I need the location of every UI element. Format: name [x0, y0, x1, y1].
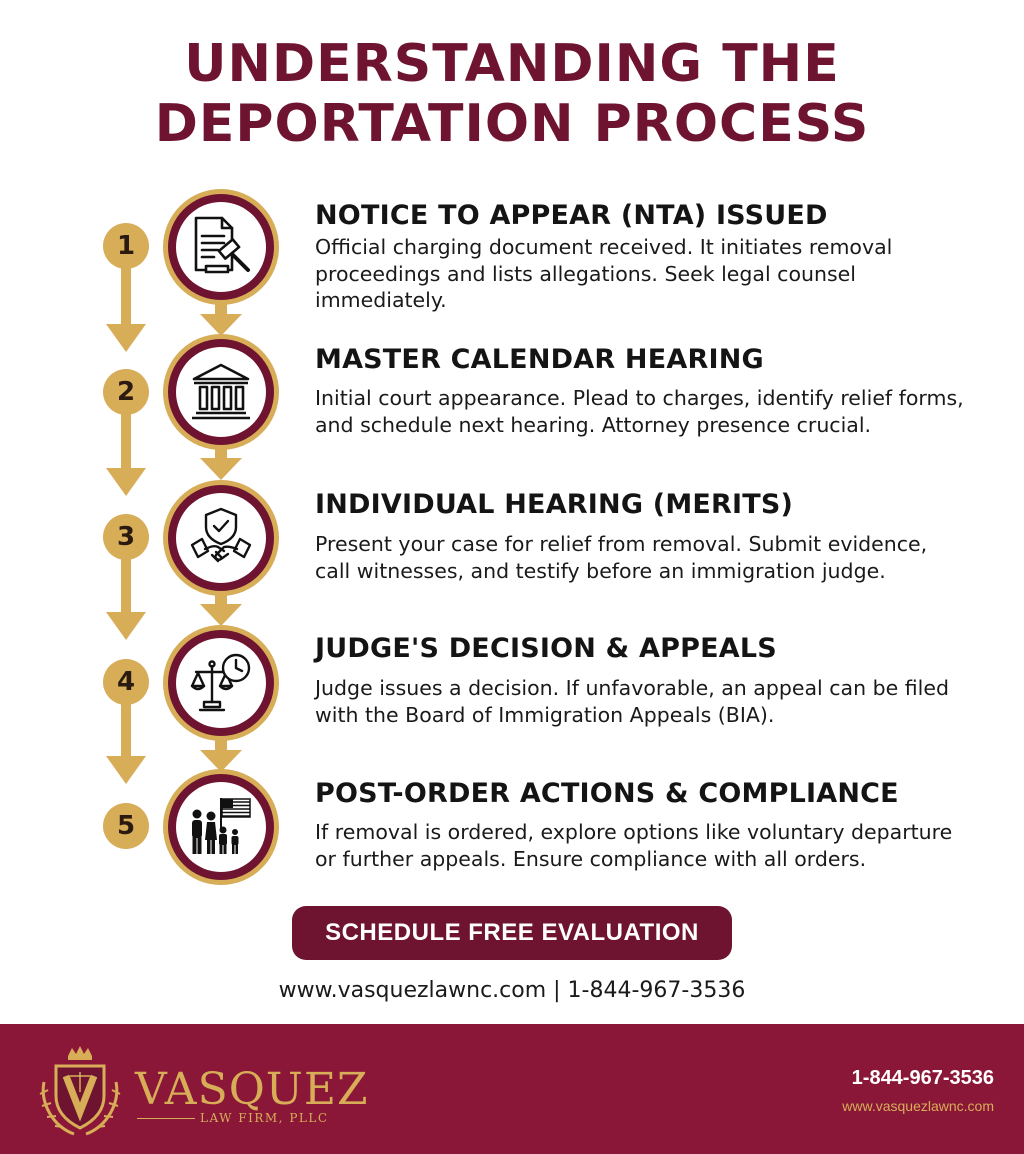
step-description: If removal is ordered, explore options like voluntary departure or further appeals. Ensure compliance with all orders.: [315, 820, 953, 871]
contact-line: www.vasquezlawnc.com | 1-844-967-3536: [278, 978, 746, 1003]
step-description: Official charging document received. It initiates removal proceedings and lists allegations. Seek legal counsel immediately.: [315, 235, 893, 312]
step-heading: MASTER CALENDAR HEARING: [315, 344, 764, 375]
step-number-badge: 5: [103, 803, 149, 849]
footer-phone[interactable]: 1-844-967-3536: [851, 1067, 994, 1089]
step-description: Judge issues a decision. If unfavorable, an appeal can be filed with the Board of Immigration Appeals (BIA).: [315, 676, 949, 727]
document-gavel-icon: [188, 214, 254, 280]
rail-arrow-2: [104, 412, 148, 498]
page-title: [0, 34, 1024, 154]
schedule-free-evaluation-button[interactable]: SCHEDULE FREE EVALUATION: [292, 906, 732, 960]
step-heading: INDIVIDUAL HEARING (MERITS): [315, 489, 794, 520]
step-icon-circle: [163, 334, 279, 450]
rail-arrow-3: [104, 556, 148, 642]
step-icon-circle: [163, 189, 279, 305]
footer-url[interactable]: www.vasquezlawnc.com: [842, 1098, 994, 1114]
logo-wordmark: VASQUEZ: [135, 1064, 369, 1115]
step-heading: POST-ORDER ACTIONS & COMPLIANCE: [315, 778, 899, 809]
step-description: Present your case for relief from removal. Submit evidence, call witnesses, and testify before an immigration judge.: [315, 532, 928, 583]
step-number-badge: 2: [103, 369, 149, 415]
step-icon-circle: [163, 480, 279, 596]
rail-arrow-1: [104, 266, 148, 354]
step-description: Initial court appearance. Plead to charges, identify relief forms, and schedule next hearing. Attorney presence crucial.: [315, 386, 964, 437]
step-heading: JUDGE'S DECISION & APPEALS: [315, 633, 777, 664]
scales-clock-icon: [188, 650, 254, 716]
logo-subtitle: LAW FIRM, PLLC: [200, 1111, 329, 1125]
page-title-line-2: DEPORTATION PROCESS: [154, 94, 870, 154]
family-flag-icon: [187, 794, 255, 860]
shield-handshake-icon: [188, 505, 254, 571]
page-title-line-1: UNDERSTANDING THE: [184, 34, 840, 94]
law-firm-crest-icon: [30, 1042, 130, 1142]
step-icon-circle: [163, 769, 279, 885]
step-icon-circle: [163, 625, 279, 741]
courthouse-icon: [188, 359, 254, 425]
rail-arrow-4: [104, 702, 148, 786]
logo-rule: [137, 1118, 195, 1119]
step-number-badge: 3: [103, 514, 149, 560]
step-number-badge: 4: [103, 659, 149, 705]
step-number-badge: 1: [103, 223, 149, 269]
step-heading: NOTICE TO APPEAR (NTA) ISSUED: [315, 200, 828, 231]
